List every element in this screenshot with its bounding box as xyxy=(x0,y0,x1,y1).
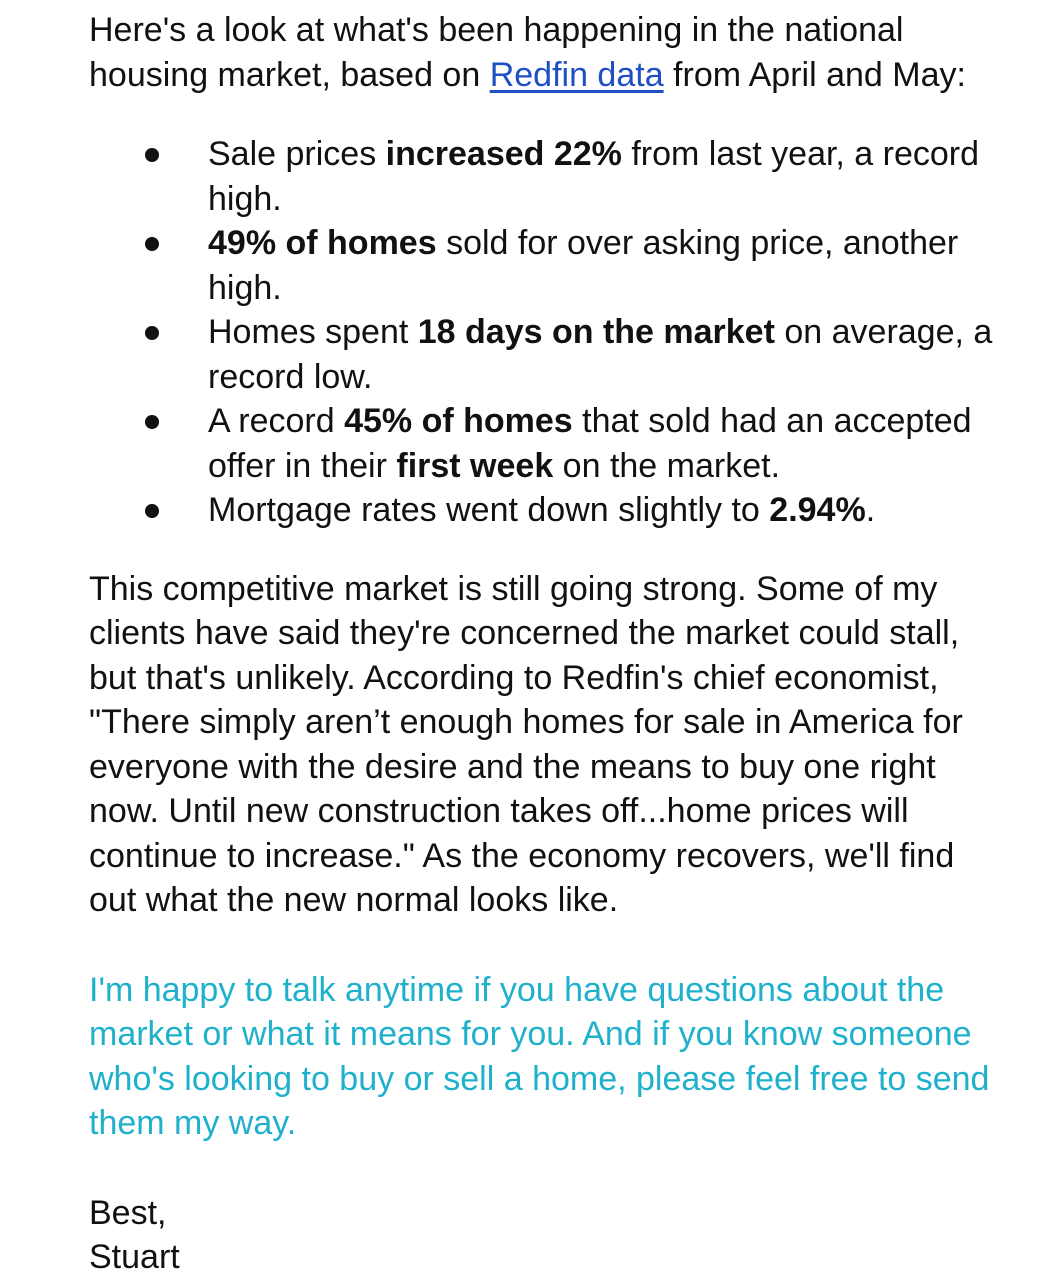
list-item xyxy=(89,399,1003,488)
bullet-text: sold for over asking price, another high. xyxy=(208,224,959,307)
closing-text: Best, xyxy=(89,1193,167,1232)
intro-paragraph xyxy=(89,8,1009,97)
market-stats-list xyxy=(89,132,1009,533)
bullet-bold-text: 49% of homes xyxy=(208,224,437,262)
bullet-text: that sold had an accepted offer in their xyxy=(208,402,972,485)
bullet-bold-text: 45% of homes xyxy=(344,402,573,440)
bullet-icon xyxy=(145,326,159,340)
bullet-text: A record xyxy=(208,402,345,440)
bullet-text: Sale prices xyxy=(208,135,386,173)
market-commentary-paragraph: This competitive market is still going strong. Some of my clients have said they're concerned the market could stall, but that's unlikely. According to Redfin's chief economist, "There simply aren’t enough homes for sale in America for everyone with the desire and the means to buy one right now. Until new construction takes off...home prices will continue to increase." As the economy recovers, we'll find out what the new normal looks like. xyxy=(89,569,963,919)
redfin-data-link[interactable]: Redfin data xyxy=(489,55,664,94)
bullet-text: on average, a record low. xyxy=(208,313,993,396)
email-body xyxy=(89,8,1009,1280)
list-item xyxy=(89,310,1003,399)
signature-name: Stuart xyxy=(89,1238,180,1276)
bullet-icon xyxy=(145,504,159,518)
bullet-text: . xyxy=(865,491,876,529)
intro-text-end: from April and May: xyxy=(663,55,966,94)
bullet-icon xyxy=(145,415,159,429)
bullet-text: on the market. xyxy=(553,446,781,485)
bullet-bold-text: 18 days on the market xyxy=(417,313,775,351)
bullet-text: Mortgage rates went down slightly to xyxy=(208,491,770,529)
bullet-bold-text: increased 22% xyxy=(385,135,622,173)
list-item xyxy=(89,221,1003,310)
bullet-icon xyxy=(145,237,159,251)
call-to-action-paragraph: I'm happy to talk anytime if you have questions about the market or what it means for you. And if you know someone who's looking to buy or sell a home, please feel free to send them my way. xyxy=(89,970,990,1142)
intro-text: Here's a look at what's been happening in the national housing market, based on xyxy=(89,11,904,94)
bullet-icon xyxy=(145,148,159,162)
bullet-bold-text: first week xyxy=(396,446,554,485)
list-item xyxy=(89,132,1003,221)
bullet-text: Homes spent xyxy=(208,313,418,351)
bullet-text: from last year, a record high. xyxy=(208,135,980,218)
bullet-bold-text: 2.94% xyxy=(769,491,866,529)
list-item xyxy=(89,488,1003,533)
